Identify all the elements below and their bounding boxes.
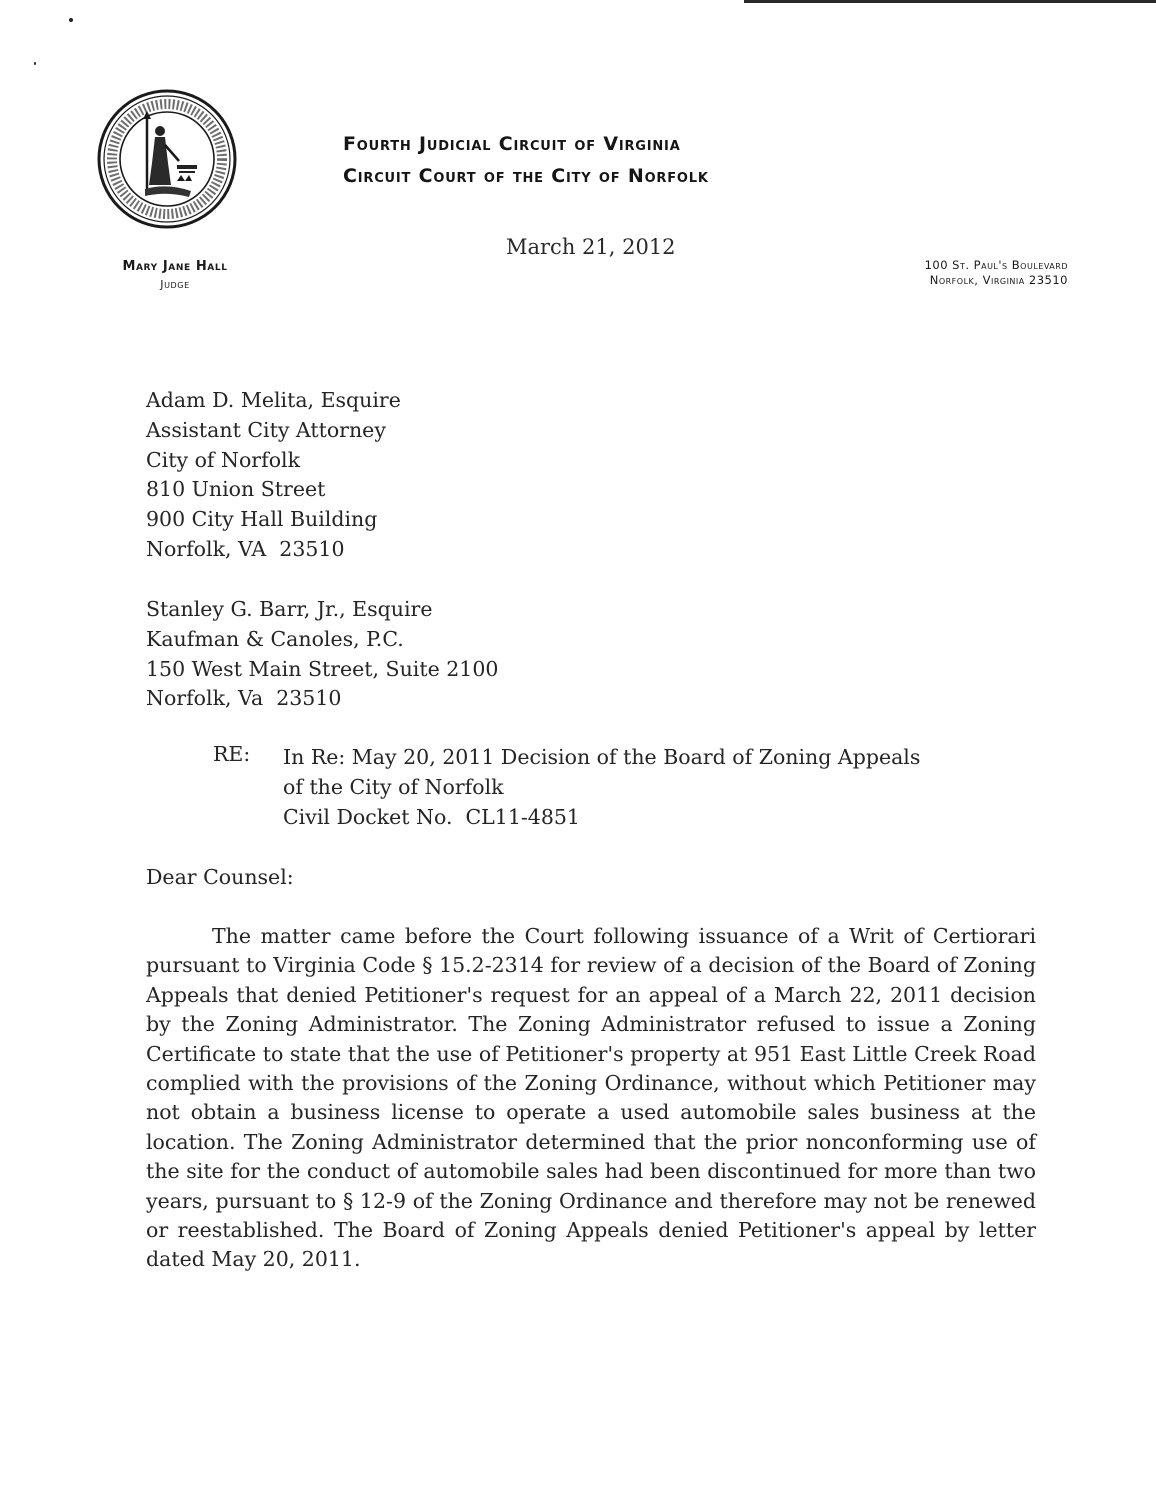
scan-border-line	[744, 0, 1156, 3]
court-name-line-1: Fourth Judicial Circuit of Virginia	[343, 133, 681, 155]
address-line: Norfolk, VA 23510	[146, 536, 345, 561]
letter-date: March 21, 2012	[506, 235, 676, 259]
judge-title: Judge	[160, 278, 190, 291]
address-line: Stanley G. Barr, Jr., Esquire	[146, 597, 433, 621]
address-line: Kaufman & Canoles, P.C.	[146, 626, 404, 651]
address-line: Adam D. Melita, Esquire	[146, 388, 401, 412]
salutation: Dear Counsel:	[146, 865, 294, 889]
re-subject	[283, 742, 920, 832]
address-line: 900 City Hall Building	[146, 507, 378, 532]
court-address	[862, 258, 1068, 288]
judge-name: Mary Jane Hall	[122, 259, 228, 274]
recipient-address-2	[146, 595, 498, 714]
body-paragraph: The matter came before the Court following issuance of a Writ of Certiorari pursuant to Virginia Code § 15.2-2314 for review of a decision of the Board of Zoning Appeals that denied Petitioner's request for an appeal of a March 22, 2011 decision by the Zoning Administrator. The Zoning Administrator refused to issue a Zoning Certificate to state that the use of Petitioner's property at 951 East Little Creek Road complied with the provisions of the Zoning Ordinance, without which Petitioner may not obtain a business license to operate a used automobile sales business at the location. The Zoning Administrator determined that the prior nonconforming use of the site for the conduct of automobile sales had been discontinued for more than two years, pursuant to § 12-9 of the Zoning Ordinance and therefore may not be renewed or reestablished. The Board of Zoning Appeals denied Petitioner's appeal by letter dated May 20, 2011.	[146, 924, 1036, 1272]
court-address-line-2: Norfolk, Virginia 23510	[929, 273, 1068, 287]
recipient-address-1	[146, 386, 401, 565]
virginia-state-seal-icon	[97, 89, 237, 229]
re-line: of the City of Norfolk	[283, 775, 504, 799]
judge-block	[100, 258, 250, 294]
court-name	[343, 128, 709, 192]
court-address-line-1: 100 St. Paul's Boulevard	[924, 258, 1068, 272]
address-line: 810 Union Street	[146, 477, 326, 502]
address-line: Norfolk, Va 23510	[146, 686, 342, 711]
scan-speck	[69, 18, 73, 22]
re-line: Civil Docket No. CL11-4851	[283, 805, 580, 829]
re-label: RE:	[213, 742, 251, 766]
scan-speck	[34, 62, 36, 65]
re-line: In Re: May 20, 2011 Decision of the Board of Zoning Appeals	[283, 745, 921, 769]
address-line: City of Norfolk	[146, 447, 301, 472]
address-line: 150 West Main Street, Suite 2100	[146, 656, 499, 681]
court-name-line-2: Circuit Court of the City of Norfolk	[343, 165, 709, 187]
address-line: Assistant City Attorney	[146, 417, 386, 442]
